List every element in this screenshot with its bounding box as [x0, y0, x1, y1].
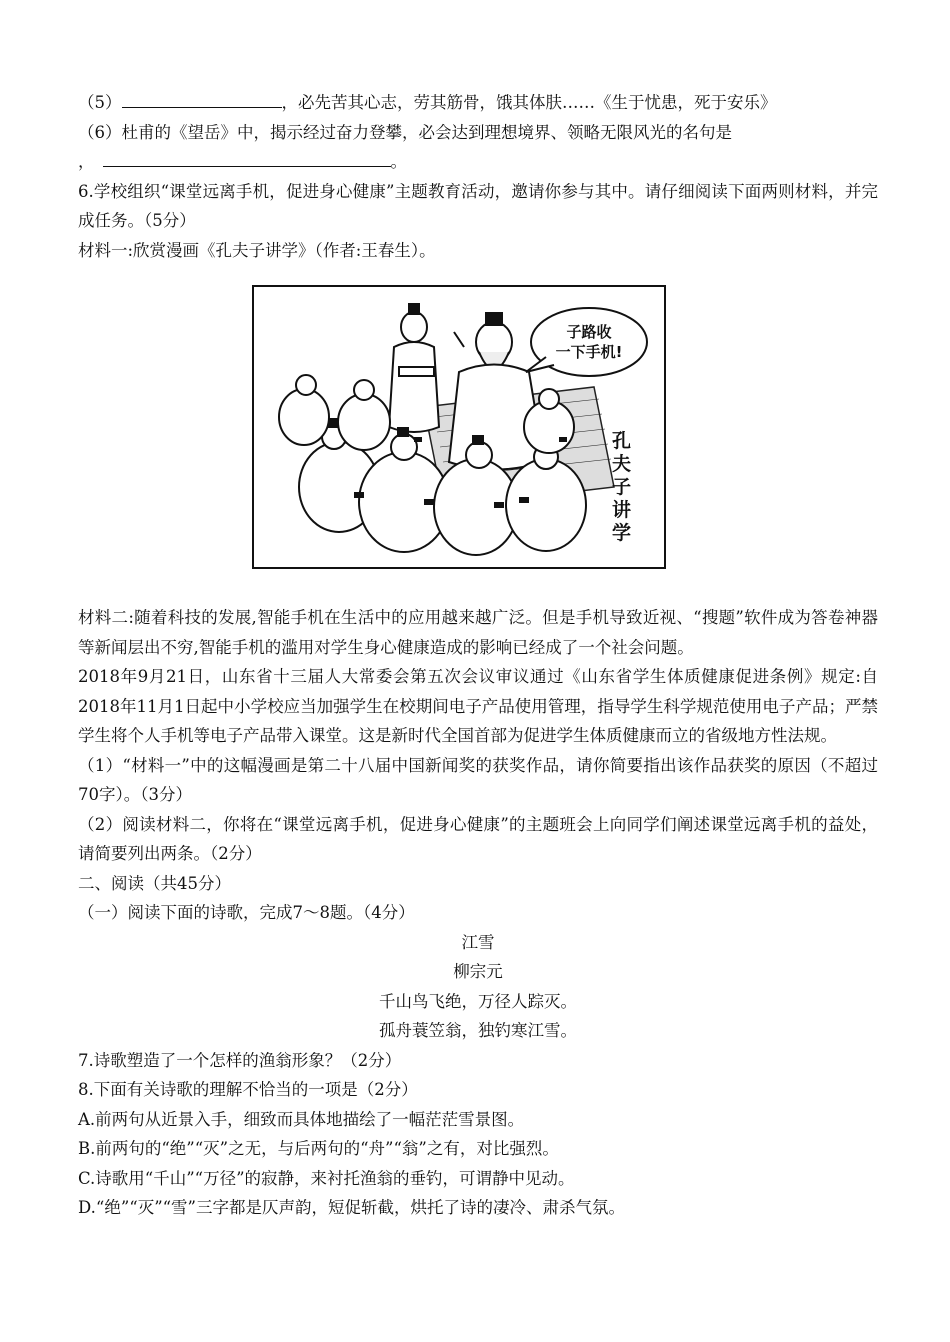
- material-2-text: 材料二:随着科技的发展,智能手机在生活中的应用越来越广泛。但是手机导致近视、“搜题”软件成为答卷神器等新闻层出不穷,智能手机的滥用对学生身心健康造成的影响已经成了一个社会问题。: [78, 608, 878, 657]
- comic-caption: [612, 429, 631, 544]
- task-1: （1）“材料一”中的这幅漫画是第二十八届中国新闻奖的获奖作品，请你简要指出该作品获奖的原因（不超过70字）。（3分）: [78, 755, 878, 804]
- caption-char: 讲: [612, 499, 632, 521]
- material-2-law-text: 2018年9月21日，山东省十三届人大常委会第五次会议审议通过《山东省学生体质健康促进条例》规定:自2018年11月1日起中小学校应当加强学生在校期间电子产品使用管理，指导学生科学规范使用电子产品；严禁学生将个人手机等电子产品带入课堂。这是新时代全国首部为促进学生体质健康而立的省级地方性法规。: [78, 667, 878, 745]
- item-5-suffix: ，必先苦其心志，劳其筋骨，饿其体肤……《生于忧患，死于安乐》: [281, 93, 777, 112]
- exam-page: [78, 88, 878, 1223]
- fill-blank-5[interactable]: [122, 106, 282, 108]
- question-7: 7.诗歌塑造了一个怎样的渔翁形象？（2分）: [78, 1050, 402, 1070]
- item-5: [78, 88, 878, 118]
- poem-line-1: 千山鸟飞绝，万径人踪灭。: [379, 991, 577, 1011]
- caption-char: 子: [612, 476, 632, 498]
- item-6-line1: （6）杜甫的《望岳》中，揭示经过奋力登攀，必会达到理想境界、领略无限风光的名句是: [78, 122, 732, 142]
- poem-title: 江雪: [461, 932, 495, 952]
- speech-bubble: [526, 308, 647, 376]
- speech-line-1: 子路收: [566, 323, 612, 341]
- comic-image: [252, 285, 666, 569]
- option-a[interactable]: A.前两句从近景入手，细致而具体地描绘了一幅茫茫雪景图。: [78, 1109, 525, 1129]
- standing-disciple-figure: [389, 304, 439, 432]
- comic-drawing: [254, 287, 664, 567]
- caption-char: 学: [612, 522, 632, 544]
- material-1-label: 材料一:欣赏漫画《孔夫子讲学》（作者:王春生）。: [78, 240, 436, 260]
- poem-line-2: 孤舟蓑笠翁，独钓寒江雪。: [379, 1021, 577, 1040]
- question-6-intro: 6.学校组织“课堂远离手机，促进身心健康”主题教育活动，邀请你参与其中。请仔细阅读下面两则材料，并完成任务。（5分）: [78, 181, 878, 230]
- item-6-line2: [78, 147, 878, 177]
- caption-char: 夫: [612, 453, 632, 475]
- fill-blank-6[interactable]: [103, 165, 391, 167]
- comic-figure-area: [78, 285, 878, 575]
- option-b[interactable]: B.前两句的“绝”“灭”之无，与后两句的“舟”“翁”之有，对比强烈。: [78, 1139, 559, 1158]
- question-8: 8.下面有关诗歌的理解不恰当的一项是（2分）: [78, 1080, 418, 1099]
- task-2: （2）阅读材料二，你将在“课堂远离手机，促进身心健康”的主题班会上向同学们阐述课堂远离手机的益处，请简要列出两条。（2分）: [78, 814, 878, 863]
- section-2-heading: 二、阅读（共45分）: [78, 873, 231, 893]
- caption-char: 孔: [612, 430, 632, 452]
- poem-author: 柳宗元: [453, 962, 503, 981]
- confucius-figure: [449, 313, 544, 470]
- speech-line-2: 一下手机!: [555, 343, 623, 361]
- option-d[interactable]: D.“绝”“灭”“雪”三字都是仄声韵，短促斩截，烘托了诗的凄冷、肃杀气氛。: [78, 1198, 625, 1217]
- item-6-prefix: ，: [78, 152, 95, 171]
- option-c[interactable]: C.诗歌用“千山”“万径”的寂静，来衬托渔翁的垂钓，可谓静中见动。: [78, 1168, 575, 1188]
- item-6-suffix: 。: [390, 152, 407, 171]
- reading-part-1: （一）阅读下面的诗歌，完成7～8题。（4分）: [78, 903, 415, 922]
- item-5-prefix: （5）: [78, 93, 122, 112]
